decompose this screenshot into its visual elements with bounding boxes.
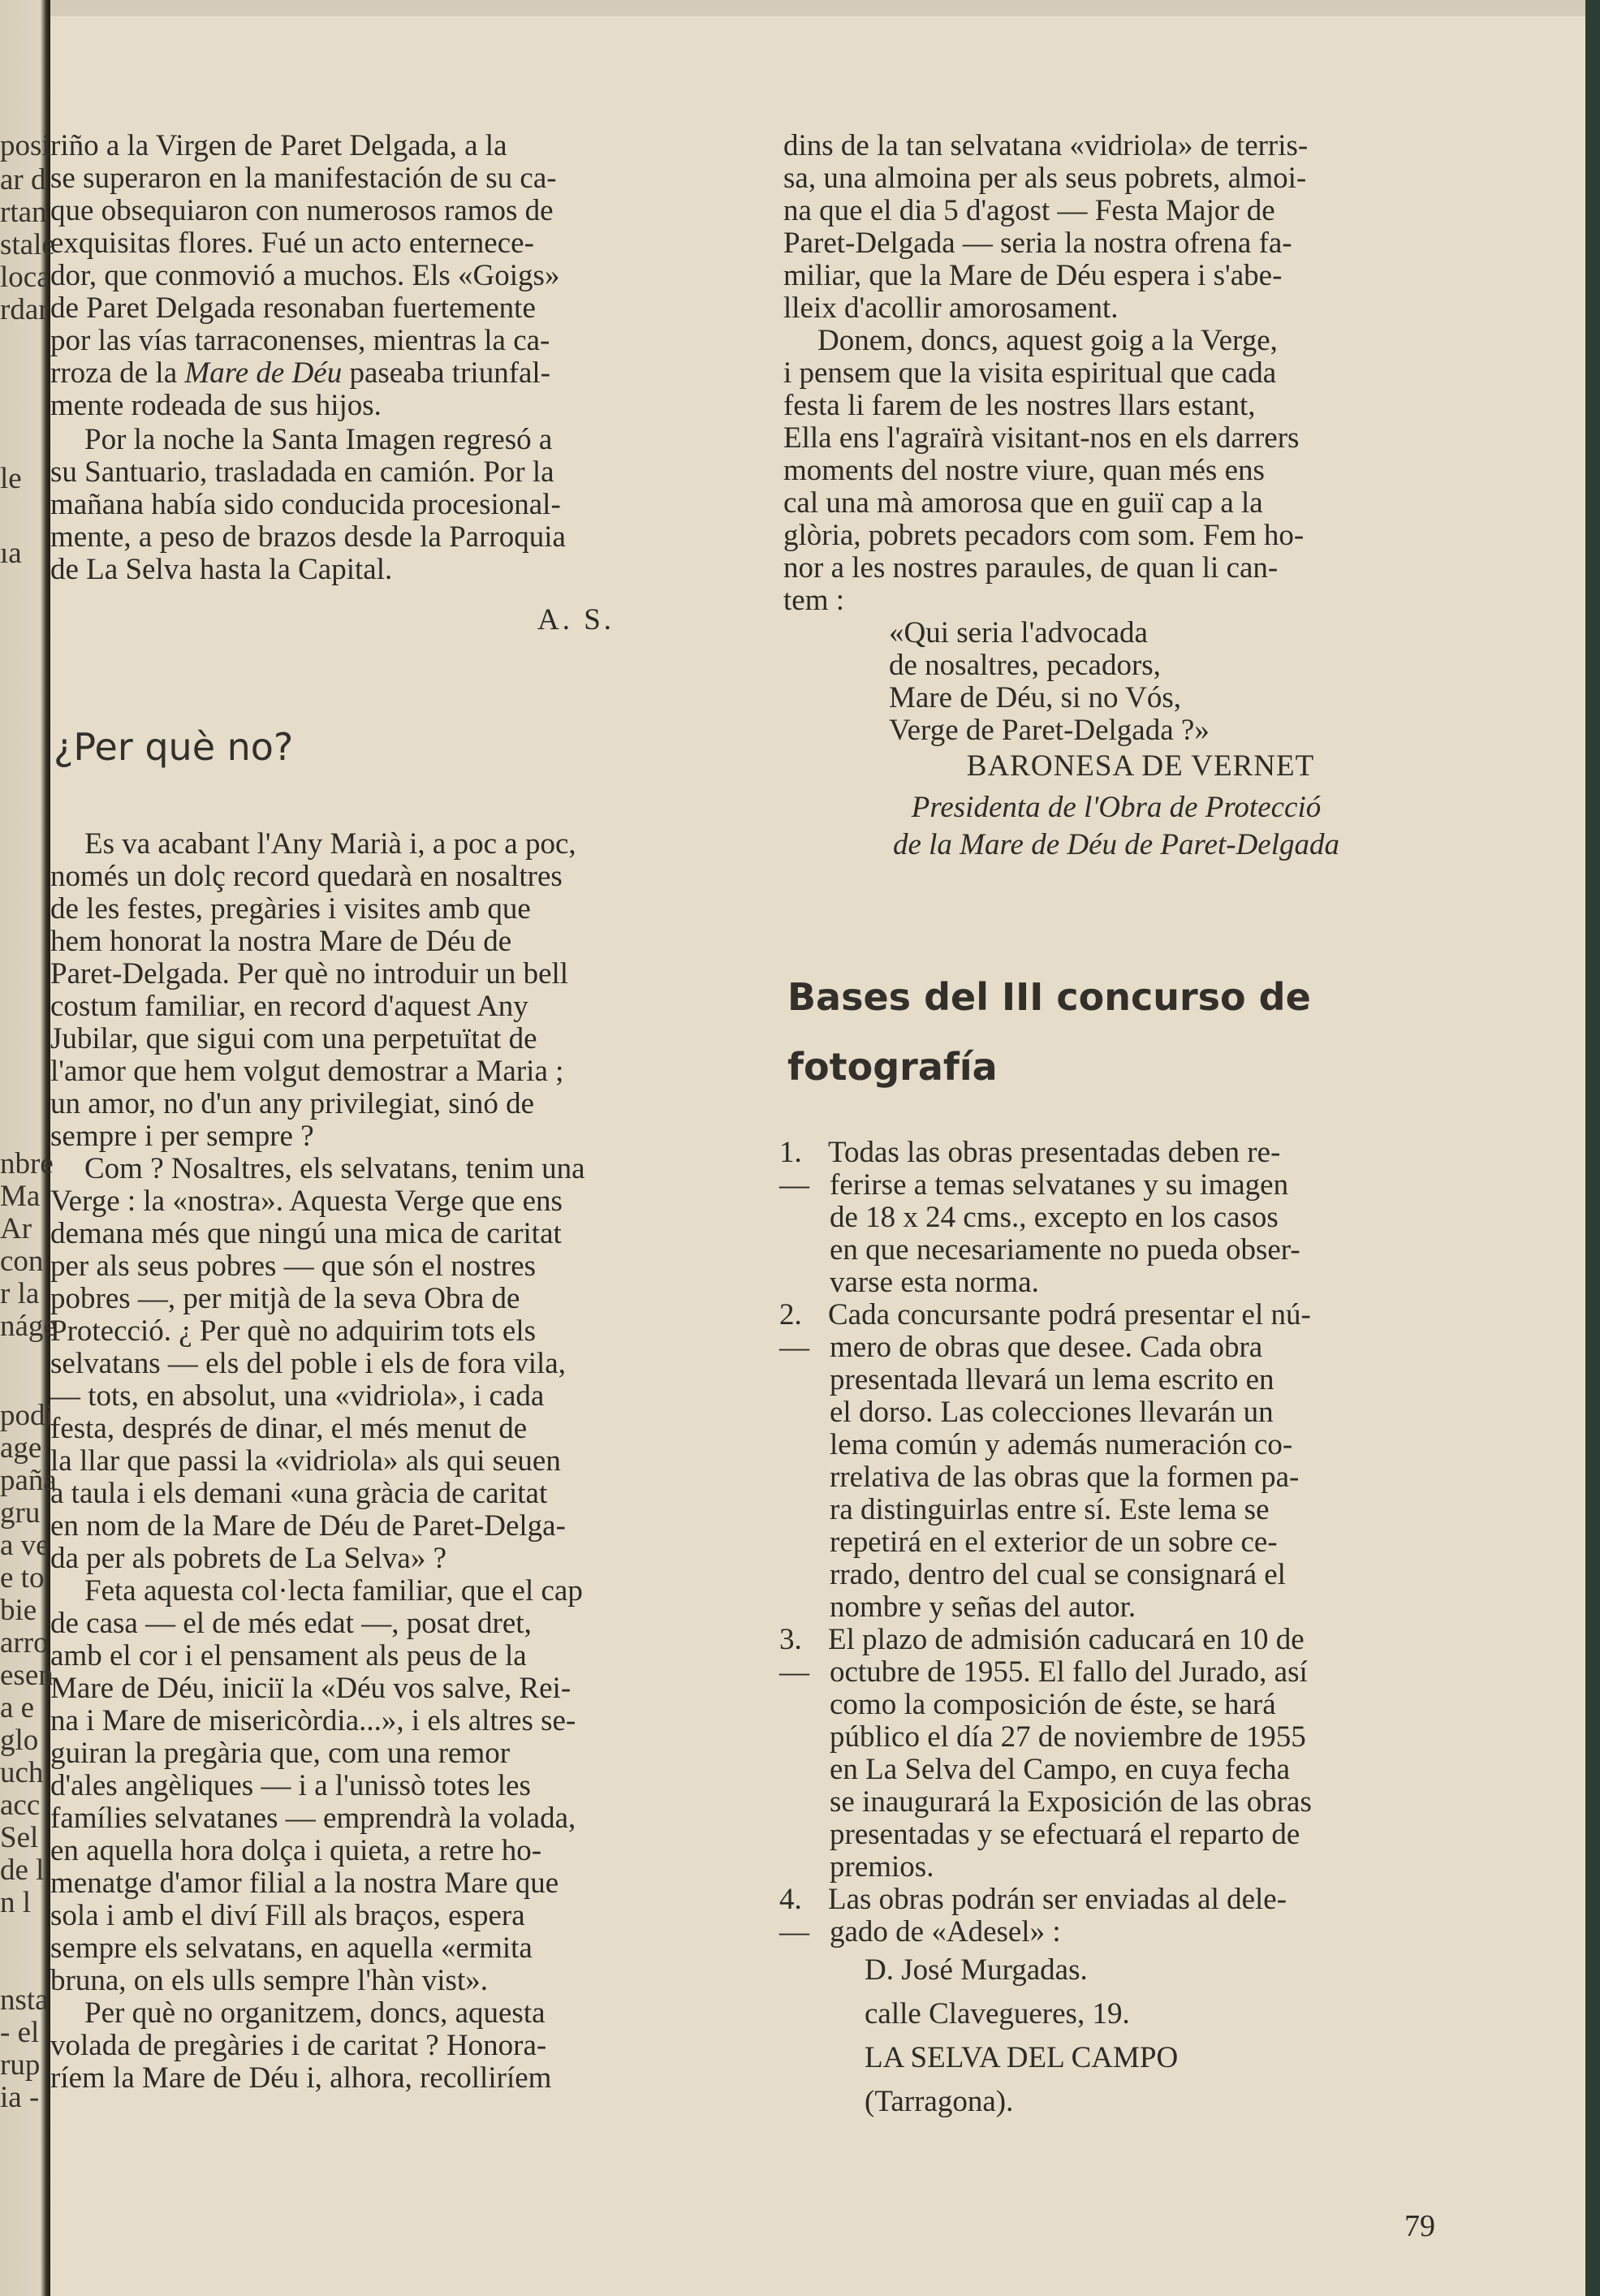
facing-page-fragment: a e — [0, 1691, 35, 1724]
text-line: LA SELVA DEL CAMPO — [865, 2041, 1179, 2074]
role-line: Presidenta de l'Obra de Protecció — [911, 791, 1322, 824]
text-line: presentada llevará un lema escrito en — [830, 1363, 1274, 1396]
rule-item — [779, 1624, 1453, 1884]
right-paragraph-2 — [783, 325, 1449, 617]
text-line: octubre de 1955. El fallo del Jurado, así — [830, 1655, 1308, 1689]
text-line: na que el dia 5 d'agost — Festa Major de — [783, 194, 1275, 227]
page-number: 79 — [1404, 2209, 1435, 2243]
text-line: guiran la pregària que, com una remor — [50, 1737, 511, 1770]
text-line: moments del nostre viure, quan més ens — [783, 454, 1265, 487]
text-line: Mare de Déu, si no Vós, — [889, 681, 1182, 714]
facing-page-fragment: nbre — [0, 1147, 54, 1180]
poem-verse — [889, 617, 1449, 747]
text-line: que obsequiaron con numerosos ramos de — [50, 194, 554, 227]
text-line: glòria, pobrets pecadors com som. Fem ho- — [783, 519, 1305, 552]
text-line: en La Selva del Campo, en cuya fecha — [830, 1753, 1291, 1786]
text-line: només un dolç record quedarà en nosaltres — [50, 860, 563, 893]
text-line: de La Selva hasta la Capital. — [50, 553, 393, 586]
facing-page-fragment: age — [0, 1431, 42, 1465]
text-line: ferirse a temas selvatanes y su imagen — [830, 1168, 1289, 1202]
facing-page-fragment: uch — [0, 1756, 44, 1789]
contest-rules-column — [779, 1137, 1453, 2124]
text-line: presentadas y se efectuará el reparto de — [830, 1818, 1300, 1851]
text-line: de 18 x 24 cms., excepto en los casos — [830, 1201, 1279, 1234]
text-line: lleix d'acollir amorosament. — [783, 291, 1119, 325]
text-line: ríem la Mare de Déu i, alhora, recolliríem — [50, 2061, 552, 2095]
facing-page-fragment: ıa — [0, 537, 22, 570]
facing-page-fragment: loca — [0, 261, 50, 294]
text-line: nombre y señas del autor. — [830, 1590, 1136, 1624]
text-line: (Tarragona). — [865, 2085, 1014, 2118]
facing-page-fragment: gru — [0, 1496, 41, 1530]
text-line: bruna, on els ulls sempre l'hàn vist». — [50, 1964, 488, 1997]
binding-edge — [1585, 0, 1600, 2296]
text-line: se superaron en la manifestación de su ca- — [50, 162, 557, 195]
paragraph-2 — [50, 1153, 700, 1575]
facing-page-fragment: ia - — [0, 2081, 40, 2114]
text-line: Com ? Nosaltres, els selvatans, tenim una — [84, 1152, 585, 1185]
contest-heading — [787, 962, 1437, 1102]
text-line: calle Clavegueres, 19. — [865, 1997, 1130, 2031]
facing-page-fragment: e to — [0, 1561, 45, 1595]
intro-paragraph — [50, 130, 700, 422]
facing-page-fragment: bie — [0, 1594, 37, 1627]
facing-page-fragment: Sel — [0, 1821, 39, 1854]
facing-page-fragment: rup — [0, 2048, 41, 2082]
facing-page-fragment: paña — [0, 1464, 57, 1497]
text-line: Paret-Delgada. Per què no introduir un bell — [50, 957, 569, 990]
text-line: Ella ens l'agraïrà visitant-nos en els darrers — [783, 421, 1300, 455]
text-line: exquisitas flores. Fué un acto enternece- — [50, 227, 534, 260]
rule-item — [779, 1137, 1453, 1299]
text-line: de les festes, pregàries i visites amb que — [50, 892, 531, 926]
facing-page-fragment: de l — [0, 1854, 45, 1887]
facing-page-fragment: Ar — [0, 1212, 32, 1245]
text-line: «Qui seria l'advocada — [889, 616, 1148, 650]
facing-page-fragment: posi — [0, 129, 50, 162]
text-line: da per als pobrets de La Selva» ? — [50, 1542, 447, 1575]
text-fragment: paseaba triunfal- — [342, 356, 551, 390]
text-line: rrelativa de las obras que la formen pa- — [830, 1461, 1300, 1494]
text-line: — tots, en absolut, una «vidriola», i cada — [50, 1379, 545, 1413]
text-line: sempre els selvatans, en aquella «ermita — [50, 1931, 533, 1965]
text-line: dins de la tan selvatana «vidriola» de terris- — [783, 129, 1309, 162]
text-line: El plazo de admisión caducará en 10 de — [828, 1623, 1305, 1656]
text-line: mente, a peso de brazos desde la Parroquia — [50, 520, 566, 554]
text-line: amb el cor i el pensament als peus de la — [50, 1639, 527, 1672]
signatory-role — [783, 789, 1449, 864]
text-line: ra distinguirlas entre sí. Este lema se — [830, 1493, 1270, 1526]
facing-page-fragment: acc — [0, 1789, 41, 1822]
text-line: famílies selvatanes — emprendrà la volada, — [50, 1802, 576, 1835]
text-line: repetirá en el exterior de un sobre ce- — [830, 1526, 1278, 1559]
facing-page-fragment: - el — [0, 2016, 40, 2049]
facing-page-fragment: esen — [0, 1659, 54, 1692]
text-line: l'amor que hem volgut demostrar a Maria ; — [50, 1055, 564, 1088]
left-intro-column — [50, 130, 700, 637]
text-line: de Paret Delgada resonaban fuertemente — [50, 291, 536, 325]
facing-page-fragment: rtan — [0, 196, 47, 229]
text-line: hem honorat la nostra Mare de Déu de — [50, 925, 512, 958]
facing-page-fragment: stale — [0, 228, 55, 261]
heading-line: Bases del III concurso de — [787, 975, 1311, 1019]
text-line: Es va acabant l'Any Marià i, a poc a poc, — [84, 827, 576, 861]
text-line: su Santuario, trasladada en camión. Por la — [50, 455, 554, 489]
text-line: mero de obras que desee. Cada obra — [830, 1331, 1263, 1364]
facing-page-fragment: nsta — [0, 1983, 49, 2017]
right-paragraph-1 — [783, 130, 1449, 325]
text-line: Verge : la «nostra». Aquesta Verge que ens — [50, 1185, 563, 1218]
text-line: en aquella hora dolça i quieta, a retre ho- — [50, 1834, 542, 1867]
text-line: costum familiar, en record d'aquest Any — [50, 990, 528, 1023]
rule-text — [828, 1884, 1453, 1949]
text-line: Verge de Paret-Delgada ?» — [889, 714, 1210, 747]
rule-text — [828, 1299, 1453, 1624]
facing-page-fragment: r la — [0, 1277, 40, 1310]
text-line: i pensem que la visita espiritual que cada — [783, 356, 1277, 390]
text-line: premios. — [830, 1850, 934, 1884]
rule-item — [779, 1884, 1453, 1949]
facing-page-fragment: le — [0, 462, 22, 495]
text-line: na i Mare de misericòrdia...», i els altres se- — [50, 1704, 576, 1737]
text-line: cal una mà amorosa que en guiï cap a la — [783, 486, 1263, 520]
text-line: festa, després de dinar, el més menut de — [50, 1412, 528, 1445]
facing-page-fragment: Ma — [0, 1180, 41, 1213]
baroness-signature: BARONESA DE VERNET — [966, 749, 1315, 783]
text-line: nor a les nostres paraules, de quan li can- — [783, 551, 1279, 585]
text-line: varse esta norma. — [830, 1266, 1039, 1299]
text-line: Donem, doncs, aquest goig a la Verge, — [817, 324, 1278, 357]
article-signature: A. S. — [537, 603, 615, 637]
facing-page-fragment: arro — [0, 1626, 49, 1659]
rule-number: 3.— — [779, 1623, 809, 1689]
facing-page-fragment: ar d — [0, 163, 46, 196]
text-line: lema común y además numeración co- — [830, 1428, 1293, 1461]
text-line: en nom de la Mare de Déu de Paret-Delga- — [50, 1509, 566, 1543]
rule-text — [828, 1137, 1453, 1299]
rule-item — [779, 1299, 1453, 1624]
text-line: por las vías tarraconenses, mientras la ca- — [50, 324, 550, 357]
role-line: de la Mare de Déu de Paret-Delgada — [892, 828, 1340, 861]
text-line: per als seus pobres — que són el nostres — [50, 1249, 537, 1283]
delegate-address — [865, 1949, 1453, 2124]
text-line: volada de pregàries i de caritat ? Honora- — [50, 2029, 547, 2062]
page-top-edge — [0, 0, 1600, 16]
text-line: Cada concursante podrá presentar el nú- — [828, 1298, 1311, 1331]
facing-page-fragment: a ve — [0, 1529, 50, 1562]
rules-list — [779, 1137, 1453, 1949]
text-line: menatge d'amor filial a la nostra Mare que — [50, 1867, 559, 1900]
text-line: Por la noche la Santa Imagen regresó a — [84, 423, 553, 456]
facing-page-fragment: podi — [0, 1399, 54, 1432]
text-line: Mare de Déu, iniciï la «Déu vos salve, Rei- — [50, 1672, 571, 1705]
facing-page-fragment: náge — [0, 1310, 57, 1343]
text-line: gado de «Adesel» : — [830, 1915, 1061, 1949]
italic-text: Mare de Déu — [184, 356, 343, 390]
paragraph-3 — [50, 1575, 700, 1997]
text-line: Feta aquesta col·lecta familiar, que el cap — [84, 1574, 583, 1608]
text-line: de nosaltres, pecadors, — [889, 649, 1161, 682]
text-line: dor, que conmovió a muchos. Els «Goigs» — [50, 259, 560, 292]
text-line: Todas las obras presentadas deben re- — [828, 1136, 1281, 1169]
text-line: mente rodeada de sus hijos. — [50, 389, 382, 422]
heading-line: fotografía — [787, 1045, 998, 1089]
text-line: selvatans — els del poble i els de fora vila, — [50, 1347, 566, 1380]
second-paragraph — [50, 424, 700, 586]
text-line: Jubilar, que sigui com una perpetuïtat de — [50, 1022, 537, 1055]
facing-page-fragment: con — [0, 1245, 44, 1278]
text-line: Per què no organitzem, doncs, aquesta — [84, 1996, 546, 2030]
text-line: de casa — el de més edat —, posat dret, — [50, 1607, 532, 1640]
paragraph-1 — [50, 828, 700, 1153]
text-line: se inaugurará la Exposición de las obras — [830, 1785, 1312, 1819]
text-line: rrado, dentro del cual se consignará el — [830, 1558, 1286, 1591]
facing-page-fragment: n l — [0, 1886, 32, 1919]
text-line: Protecció. ¿ Per què no adquirim tots els — [50, 1314, 537, 1348]
text-line: Paret-Delgada — seria la nostra ofrena fa- — [783, 227, 1292, 260]
text-line: d'ales angèliques — i a l'unissò totes les — [50, 1769, 531, 1802]
text-line: pobres —, per mitjà de la seva Obra de — [50, 1282, 520, 1315]
text-line: mañana había sido conducida procesional- — [50, 488, 561, 521]
rule-text — [828, 1624, 1453, 1884]
text-line: la llar que passi la «vidriola» als qui seuen — [50, 1444, 561, 1478]
text-line: festa li farem de les nostres llars estant, — [783, 389, 1256, 422]
article-heading-per-que-no: ¿Per què no? — [54, 725, 294, 769]
text-fragment: rroza de la — [50, 356, 185, 390]
right-article-column — [783, 130, 1449, 864]
text-line: miliar, que la Mare de Déu espera i s'abe- — [783, 259, 1283, 292]
text-line — [50, 357, 700, 390]
text-line: sempre i per sempre ? — [50, 1120, 314, 1153]
paragraph-4 — [50, 1997, 700, 2095]
text-line: en que necesariamente no pueda obser- — [830, 1233, 1300, 1267]
rule-number: 1.— — [779, 1136, 809, 1202]
text-line: el dorso. Las colecciones llevarán un — [830, 1396, 1274, 1429]
facing-page-fragment: glo — [0, 1724, 39, 1757]
text-line: demana més que ningú una mica de caritat — [50, 1217, 562, 1250]
text-line: D. José Murgadas. — [865, 1953, 1088, 1987]
rule-number: 4.— — [779, 1883, 809, 1949]
rule-number: 2.— — [779, 1298, 809, 1364]
facing-page-fragment: rdar — [0, 293, 49, 326]
text-line: Las obras podrán ser enviadas al dele- — [828, 1883, 1287, 1916]
text-line: tem : — [783, 584, 845, 617]
text-line: a taula i els demani «una gràcia de caritat — [50, 1477, 548, 1510]
text-line: como la composición de éste, se hará — [830, 1688, 1276, 1721]
text-line: sa, una almoina per als seus pobrets, almoi- — [783, 162, 1307, 195]
left-article-column — [50, 828, 700, 2095]
text-line: un amor, no d'un any privilegiat, sinó de — [50, 1087, 535, 1120]
text-line: riño a la Virgen de Paret Delgada, a la — [50, 129, 507, 162]
text-line: público el día 27 de noviembre de 1955 — [830, 1720, 1306, 1754]
text-line: sola i amb el diví Fill als braços, espera — [50, 1899, 525, 1932]
